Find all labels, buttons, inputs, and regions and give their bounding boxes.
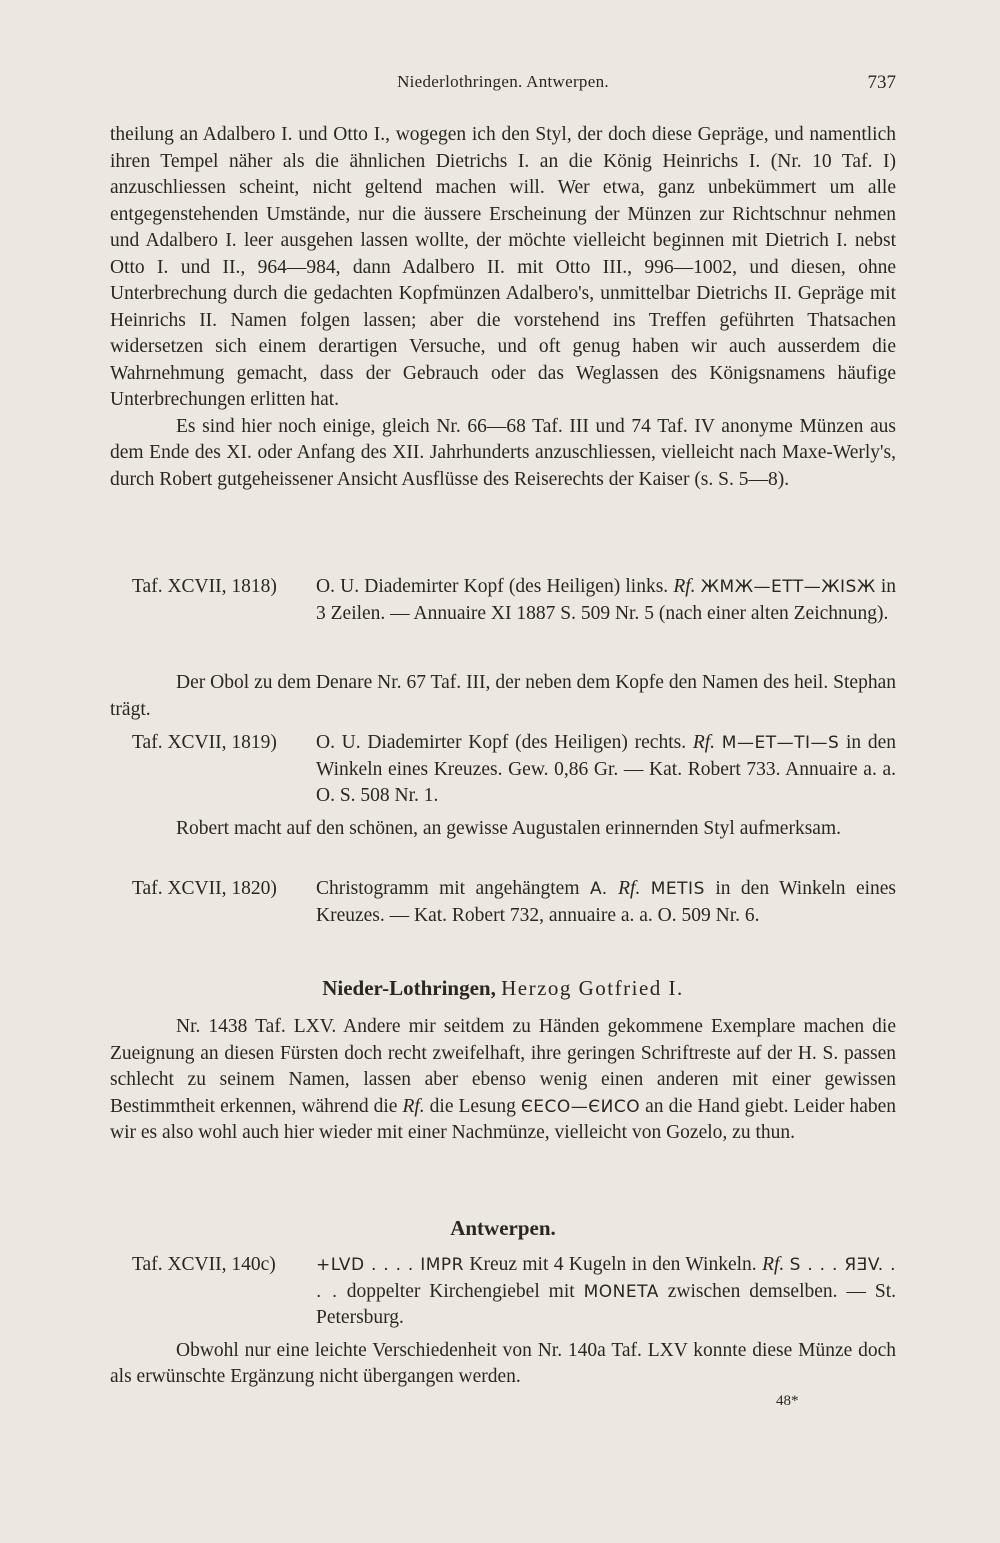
coin-legend: +LVD . . . . IMPR <box>316 1255 464 1275</box>
catalog-entry-1818 <box>110 574 896 627</box>
obol-note-block <box>110 670 896 723</box>
coin-legend: A. <box>589 879 608 899</box>
paragraph-obol-note: Der Obol zu dem Denare Nr. 67 Taf. III, der neben dem Kopfe den Namen des heil. Stephan trägt. <box>110 672 896 720</box>
paragraph-text: an die Hand giebt. Leider haben wir es also wohl auch hier wieder mit einer Nachmünze, vielleicht von Gozelo, zu thun. <box>110 1095 897 1143</box>
intro-block <box>110 122 896 493</box>
paragraph-text: Nr. 1438 Taf. LXV. Andere mir seitdem zu Händen gekommene Exemplare machen die Zueignung an diesen Fürsten doch recht zweifelhaft, ihre geringen Schriftreste auf der H. S. passen schlecht zu seinem Namen, lassen aber ebenso wenig einen anderen mit einer gewissen Bestimmtheit erkennen, während die <box>110 1016 896 1117</box>
page-number: 737 <box>867 72 896 93</box>
section-heading-nieder-lothringen <box>110 976 896 1001</box>
paragraph-intro-1: theilung an Adalbero I. und Otto I., wogegen ich den Styl, der doch diese Gepräge, und namentlich ihren Tempel näher als die ähnlichen Dietrichs I. an die König Heinrichs I. (Nr. 10 Taf. I) anzuschliessen scheint, nicht geltend machen will. Wer etwa, ganz unbekümmert um alle entgegenstehenden Umstände, nur die äussere Erscheinung der Münzen zur Richtschnur nehmen und Adalbero I. leer ausgehen lassen wollte, der möchte vielleicht beginnen mit Dietrich I. nebst Otto I. und II., 964—984, dann Adalbero II. mit Otto III., 996—1002, und diesen, ohne Unterbrechung durch die gedachten Kopfmünzen Adalbero's, unmittelbar Dietrichs II. Gepräge mit Heinrichs II. Namen folgen lassen; aber die vorstehend ins Treffen geführten Thatsachen widersetzen sich einem derartigen Versuche, und oft genug haben wir auch ausserdem die Wahrnehmung gemacht, dass der Gebrauch oder das Weglassen des Königsnamens häufige Unterbrechungen erlitten hat. <box>110 124 896 410</box>
entry-body <box>316 574 896 627</box>
paragraph-robert-note: Robert macht auf den schönen, an gewisse Augustalen erinnernden Styl aufmerksam. <box>176 818 841 839</box>
reverse-abbrev: Rf. <box>402 1095 425 1117</box>
paragraph-gotfried <box>110 1014 896 1147</box>
running-head: Niederlothringen. Antwerpen. <box>397 72 609 91</box>
coin-legend: S . . . ЯƎV. . . . <box>316 1255 897 1302</box>
signature-mark: 48* <box>776 1393 799 1409</box>
section-nieder-lothringen-text <box>110 1014 896 1147</box>
catalog-entry-1819 <box>110 730 896 810</box>
entry-text: in den Winkeln eines Kreuzes. — Kat. Robert 732, annuaire a. a. O. 509 Nr. 6. <box>316 878 897 926</box>
coin-legend: M—ET—TI—S <box>721 733 840 753</box>
entry-text: in 3 Zeilen. — Annuaire XI 1887 S. 509 Nr. 5 (nach einer alten Zeichnung). <box>316 576 896 624</box>
page-header <box>110 72 896 102</box>
entry-text: O. U. Diademirter Kopf (des Heiligen) links. <box>316 576 669 597</box>
entry-text: doppelter Kirchengiebel mit <box>346 1280 575 1302</box>
paragraph-closing: Obwohl nur eine leichte Verschiedenheit von Nr. 140a Taf. LXV konnte diese Münze doch als erwünschte Ergänzung nicht übergangen werden. <box>110 1339 896 1387</box>
entry-label: Taf. XCVII, 1818) <box>132 576 277 597</box>
entry-text: O. U. Diademirter Kopf (des Heiligen) rechts. <box>316 732 687 753</box>
entry-body <box>316 1252 896 1332</box>
coin-legend: ЖMЖ—ETT—ЖISЖ <box>700 577 876 597</box>
reverse-abbrev: Rf. <box>692 732 716 753</box>
paragraph-intro-2: Es sind hier noch einige, gleich Nr. 66—68 Taf. III und 74 Taf. IV anonyme Münzen aus dem Ende des XI. oder Anfang des XII. Jahrhunderts anzuschliessen, vielleicht nach Maxe-Werly's, durch Robert gutgeheissener Ansicht Ausflüsse des Reiserechts der Kaiser (s. S. 5—8). <box>110 415 896 490</box>
reverse-abbrev: Rf. <box>618 878 641 899</box>
coin-legend: METIS <box>650 879 705 899</box>
reverse-abbrev: Rf. <box>762 1254 785 1275</box>
entry-body <box>316 730 896 810</box>
entry-text: Kreuz mit 4 Kugeln in den Winkeln. <box>469 1254 757 1275</box>
catalog-entry-1820 <box>110 876 896 929</box>
paragraph-text: die Lesung <box>429 1095 516 1117</box>
coin-legend: MONETA <box>583 1281 659 1302</box>
section-title-bold: Nieder-Lothringen, <box>322 976 496 1000</box>
section-title-rest: Herzog Gotfried I. <box>501 976 684 1000</box>
reverse-abbrev: Rf. <box>673 576 696 597</box>
entry-text: in den Winkeln eines Kreuzes. Gew. 0,86 Gr. — Kat. Robert 733. Annuaire a. a. O. S. 508 Nr. 1. <box>316 732 897 806</box>
section-title-bold: Antwerpen. <box>450 1216 556 1240</box>
entry-body <box>316 876 896 929</box>
robert-note-block <box>110 816 896 843</box>
entry-label: Taf. XCVII, 1820) <box>132 878 277 899</box>
catalog-entry-140c <box>110 1252 896 1391</box>
entry-label: Taf. XCVII, 1819) <box>132 732 277 753</box>
entry-label: Taf. XCVII, 140c) <box>132 1254 276 1275</box>
coin-legend: ЄECO—ЄИCO <box>520 1096 641 1117</box>
section-heading-antwerpen <box>110 1216 896 1241</box>
entry-text: zwischen demselben. — St. Petersburg. <box>316 1280 897 1328</box>
entry-text: Christogramm mit angehängtem <box>316 878 580 899</box>
